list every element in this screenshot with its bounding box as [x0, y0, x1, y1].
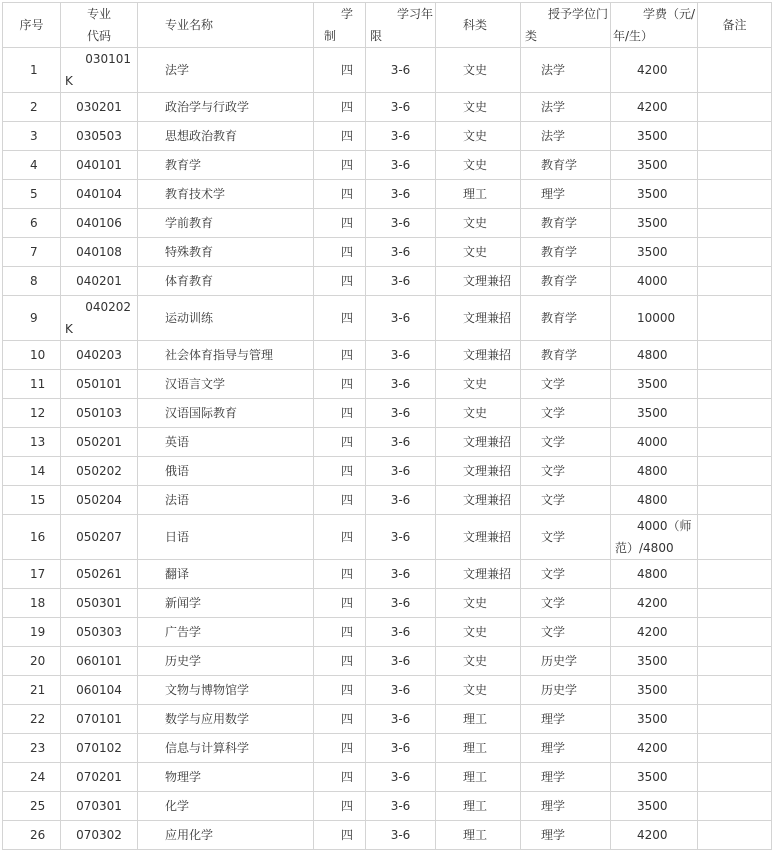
- header-fee-line2: 年/生）: [613, 29, 654, 43]
- cell-fee-line1: 4000（师: [637, 519, 692, 533]
- cell-category: 文史: [436, 122, 521, 151]
- cell-degree: 文学: [521, 370, 611, 399]
- cell-name: 英语: [138, 428, 314, 457]
- cell-name: 体育教育: [138, 267, 314, 296]
- header-code-line1: 专业: [86, 7, 111, 21]
- cell-category: 文理兼招: [436, 428, 521, 457]
- cell-duration: 四: [314, 792, 366, 821]
- header-row: [3, 3, 772, 48]
- cell-name: 政治学与行政学: [138, 93, 314, 122]
- cell-name: 俄语: [138, 457, 314, 486]
- cell-code: 050303: [61, 618, 138, 647]
- header-years-line1: 学习年: [396, 7, 433, 21]
- cell-code: 050261: [61, 560, 138, 589]
- table-row: [3, 180, 772, 209]
- cell-degree: 教育学: [521, 151, 611, 180]
- cell-no: 24: [3, 763, 61, 792]
- cell-fee: 4200: [611, 821, 698, 850]
- table-row: [3, 428, 772, 457]
- cell-name: 日语: [138, 515, 314, 560]
- cell-category: 理工: [436, 792, 521, 821]
- cell-name: 物理学: [138, 763, 314, 792]
- cell-duration: 四: [314, 618, 366, 647]
- table-row: [3, 341, 772, 370]
- table-row: [3, 370, 772, 399]
- header-note: 备注: [698, 3, 772, 48]
- cell-category: 文史: [436, 370, 521, 399]
- cell-no: 15: [3, 486, 61, 515]
- cell-degree: 教育学: [521, 238, 611, 267]
- table-row: [3, 618, 772, 647]
- cell-category: 文史: [436, 93, 521, 122]
- cell-degree: 教育学: [521, 341, 611, 370]
- cell-fee: 4000: [611, 428, 698, 457]
- cell-fee: 3500: [611, 399, 698, 428]
- table-row: [3, 763, 772, 792]
- cell-note: [698, 705, 772, 734]
- cell-code: 040108: [61, 238, 138, 267]
- table-row: [3, 267, 772, 296]
- cell-code: 040203: [61, 341, 138, 370]
- table-row: [3, 457, 772, 486]
- cell-fee: 3500: [611, 647, 698, 676]
- cell-degree: 历史学: [521, 676, 611, 705]
- cell-no: 10: [3, 341, 61, 370]
- cell-degree: 教育学: [521, 267, 611, 296]
- cell-code: 040201: [61, 267, 138, 296]
- cell-fee: 4800: [611, 457, 698, 486]
- cell-duration: 四: [314, 151, 366, 180]
- cell-fee: 3500: [611, 705, 698, 734]
- cell-note: [698, 647, 772, 676]
- cell-degree: 教育学: [521, 296, 611, 341]
- cell-category: 理工: [436, 180, 521, 209]
- cell-years: 3-6: [366, 618, 436, 647]
- cell-years: 3-6: [366, 428, 436, 457]
- cell-years: 3-6: [366, 341, 436, 370]
- cell-name: 历史学: [138, 647, 314, 676]
- cell-code-main: 040202: [85, 300, 131, 314]
- cell-category: 文史: [436, 676, 521, 705]
- cell-fee: 4200: [611, 589, 698, 618]
- cell-no: 4: [3, 151, 61, 180]
- cell-duration: 四: [314, 676, 366, 705]
- cell-code: 040101: [61, 151, 138, 180]
- header-duration-line2: 制: [324, 29, 337, 43]
- cell-note: [698, 734, 772, 763]
- table-row: [3, 705, 772, 734]
- cell-note: [698, 486, 772, 515]
- cell-category: 文史: [436, 209, 521, 238]
- header-code: [61, 3, 138, 48]
- cell-degree: 文学: [521, 618, 611, 647]
- cell-duration: 四: [314, 515, 366, 560]
- cell-name: 学前教育: [138, 209, 314, 238]
- cell-code: 050301: [61, 589, 138, 618]
- header-duration-line1: 学: [340, 7, 353, 21]
- cell-note: [698, 151, 772, 180]
- cell-fee: 3500: [611, 180, 698, 209]
- cell-name: 翻译: [138, 560, 314, 589]
- cell-degree: 文学: [521, 457, 611, 486]
- cell-duration: 四: [314, 370, 366, 399]
- cell-code: 060104: [61, 676, 138, 705]
- cell-no: 26: [3, 821, 61, 850]
- majors-table: [2, 2, 772, 850]
- cell-no: 19: [3, 618, 61, 647]
- cell-duration: 四: [314, 705, 366, 734]
- header-fee-line1: 学费（元/: [642, 7, 695, 21]
- cell-name: 思想政治教育: [138, 122, 314, 151]
- cell-code: 050101: [61, 370, 138, 399]
- cell-duration: 四: [314, 763, 366, 792]
- cell-no: 22: [3, 705, 61, 734]
- cell-duration: 四: [314, 341, 366, 370]
- cell-duration: 四: [314, 589, 366, 618]
- cell-code: 070302: [61, 821, 138, 850]
- cell-fee: 3500: [611, 792, 698, 821]
- cell-degree: 文学: [521, 428, 611, 457]
- cell-fee: 4800: [611, 341, 698, 370]
- table-row: [3, 560, 772, 589]
- cell-no: 14: [3, 457, 61, 486]
- cell-category: 理工: [436, 734, 521, 763]
- cell-years: 3-6: [366, 763, 436, 792]
- cell-duration: 四: [314, 122, 366, 151]
- cell-years: 3-6: [366, 296, 436, 341]
- cell-category: 文史: [436, 399, 521, 428]
- cell-no: 3: [3, 122, 61, 151]
- cell-duration: 四: [314, 821, 366, 850]
- cell-code: [61, 48, 138, 93]
- table-row: [3, 676, 772, 705]
- cell-degree: 文学: [521, 560, 611, 589]
- cell-no: 9: [3, 296, 61, 341]
- cell-years: 3-6: [366, 560, 436, 589]
- table-row: [3, 647, 772, 676]
- cell-code: 050201: [61, 428, 138, 457]
- cell-degree: 理学: [521, 734, 611, 763]
- cell-years: 3-6: [366, 705, 436, 734]
- cell-code: 030503: [61, 122, 138, 151]
- table-row: [3, 209, 772, 238]
- table-row: [3, 821, 772, 850]
- cell-category: 文理兼招: [436, 560, 521, 589]
- cell-years: 3-6: [366, 122, 436, 151]
- cell-name: 运动训练: [138, 296, 314, 341]
- cell-years: 3-6: [366, 93, 436, 122]
- cell-duration: 四: [314, 296, 366, 341]
- cell-years: 3-6: [366, 399, 436, 428]
- cell-code: 040104: [61, 180, 138, 209]
- table-row: [3, 122, 772, 151]
- cell-degree: 文学: [521, 589, 611, 618]
- cell-no: 17: [3, 560, 61, 589]
- cell-name: 特殊教育: [138, 238, 314, 267]
- cell-fee: 10000: [611, 296, 698, 341]
- cell-code: 040106: [61, 209, 138, 238]
- cell-code: 070102: [61, 734, 138, 763]
- cell-fee: 4800: [611, 560, 698, 589]
- cell-no: 2: [3, 93, 61, 122]
- cell-category: 文史: [436, 151, 521, 180]
- cell-years: 3-6: [366, 48, 436, 93]
- cell-name: 文物与博物馆学: [138, 676, 314, 705]
- header-duration: [314, 3, 366, 48]
- cell-note: [698, 428, 772, 457]
- cell-degree: 教育学: [521, 209, 611, 238]
- cell-degree: 法学: [521, 93, 611, 122]
- cell-no: 21: [3, 676, 61, 705]
- cell-category: 文史: [436, 589, 521, 618]
- cell-no: 23: [3, 734, 61, 763]
- cell-category: 文史: [436, 647, 521, 676]
- cell-fee: 3500: [611, 151, 698, 180]
- cell-years: 3-6: [366, 370, 436, 399]
- cell-code: 070301: [61, 792, 138, 821]
- cell-years: 3-6: [366, 209, 436, 238]
- cell-fee: 4200: [611, 93, 698, 122]
- cell-duration: 四: [314, 209, 366, 238]
- cell-note: [698, 515, 772, 560]
- cell-years: 3-6: [366, 486, 436, 515]
- cell-years: 3-6: [366, 457, 436, 486]
- cell-years: 3-6: [366, 267, 436, 296]
- cell-category: 理工: [436, 763, 521, 792]
- cell-no: 20: [3, 647, 61, 676]
- cell-fee: 3500: [611, 370, 698, 399]
- cell-note: [698, 122, 772, 151]
- cell-code: 050202: [61, 457, 138, 486]
- cell-name: 信息与计算科学: [138, 734, 314, 763]
- cell-code: 050204: [61, 486, 138, 515]
- cell-years: 3-6: [366, 792, 436, 821]
- cell-name: 法语: [138, 486, 314, 515]
- table-row: [3, 48, 772, 93]
- cell-duration: 四: [314, 486, 366, 515]
- cell-fee: [611, 515, 698, 560]
- cell-name: 教育学: [138, 151, 314, 180]
- header-years-line2: 限: [370, 29, 383, 43]
- cell-name: 法学: [138, 48, 314, 93]
- cell-duration: 四: [314, 238, 366, 267]
- cell-note: [698, 457, 772, 486]
- cell-category: 文史: [436, 618, 521, 647]
- cell-duration: 四: [314, 647, 366, 676]
- cell-code: 050207: [61, 515, 138, 560]
- cell-degree: 文学: [521, 515, 611, 560]
- cell-name: 应用化学: [138, 821, 314, 850]
- table-row: [3, 486, 772, 515]
- cell-category: 文理兼招: [436, 267, 521, 296]
- header-category: 科类: [436, 3, 521, 48]
- cell-years: 3-6: [366, 180, 436, 209]
- cell-code-suffix: K: [65, 74, 73, 88]
- cell-name: 新闻学: [138, 589, 314, 618]
- cell-name: 广告学: [138, 618, 314, 647]
- cell-note: [698, 589, 772, 618]
- cell-years: 3-6: [366, 151, 436, 180]
- cell-category: 文理兼招: [436, 457, 521, 486]
- cell-no: 11: [3, 370, 61, 399]
- cell-note: [698, 93, 772, 122]
- table-row: [3, 238, 772, 267]
- cell-duration: 四: [314, 93, 366, 122]
- cell-degree: 理学: [521, 180, 611, 209]
- cell-degree: 理学: [521, 821, 611, 850]
- header-degree-line2: 类: [525, 29, 538, 43]
- cell-note: [698, 48, 772, 93]
- cell-no: 7: [3, 238, 61, 267]
- table-row: [3, 296, 772, 341]
- cell-degree: 法学: [521, 122, 611, 151]
- cell-degree: 文学: [521, 486, 611, 515]
- cell-duration: 四: [314, 428, 366, 457]
- cell-category: 理工: [436, 705, 521, 734]
- cell-note: [698, 341, 772, 370]
- cell-category: 文理兼招: [436, 515, 521, 560]
- cell-no: 5: [3, 180, 61, 209]
- cell-degree: 理学: [521, 792, 611, 821]
- cell-no: 1: [3, 48, 61, 93]
- cell-note: [698, 296, 772, 341]
- cell-category: 理工: [436, 821, 521, 850]
- cell-note: [698, 209, 772, 238]
- cell-fee: 4200: [611, 48, 698, 93]
- cell-name: 化学: [138, 792, 314, 821]
- cell-no: 18: [3, 589, 61, 618]
- cell-note: [698, 399, 772, 428]
- cell-note: [698, 763, 772, 792]
- cell-fee: 3500: [611, 122, 698, 151]
- cell-name: 汉语国际教育: [138, 399, 314, 428]
- cell-note: [698, 676, 772, 705]
- cell-years: 3-6: [366, 515, 436, 560]
- cell-duration: 四: [314, 734, 366, 763]
- cell-category: 文理兼招: [436, 486, 521, 515]
- cell-fee: 4200: [611, 618, 698, 647]
- cell-fee: 3500: [611, 676, 698, 705]
- cell-code-main: 030101: [85, 52, 131, 66]
- table-row: [3, 792, 772, 821]
- cell-category: 文史: [436, 238, 521, 267]
- cell-code: 030201: [61, 93, 138, 122]
- cell-category: 文史: [436, 48, 521, 93]
- header-degree-line1: 授予学位门: [547, 7, 608, 21]
- table-row: [3, 734, 772, 763]
- cell-duration: 四: [314, 560, 366, 589]
- cell-no: 13: [3, 428, 61, 457]
- cell-fee: 3500: [611, 238, 698, 267]
- cell-name: 数学与应用数学: [138, 705, 314, 734]
- cell-degree: 历史学: [521, 647, 611, 676]
- header-fee: [611, 3, 698, 48]
- cell-fee: 3500: [611, 209, 698, 238]
- cell-code: 050103: [61, 399, 138, 428]
- cell-fee: 4800: [611, 486, 698, 515]
- cell-fee: 3500: [611, 763, 698, 792]
- cell-no: 8: [3, 267, 61, 296]
- header-years: [366, 3, 436, 48]
- cell-code: 070201: [61, 763, 138, 792]
- cell-years: 3-6: [366, 734, 436, 763]
- cell-no: 6: [3, 209, 61, 238]
- table-row: [3, 151, 772, 180]
- cell-duration: 四: [314, 457, 366, 486]
- cell-note: [698, 618, 772, 647]
- cell-duration: 四: [314, 267, 366, 296]
- header-code-line2: 代码: [86, 29, 111, 43]
- cell-degree: 文学: [521, 399, 611, 428]
- cell-no: 12: [3, 399, 61, 428]
- cell-years: 3-6: [366, 647, 436, 676]
- cell-fee: 4200: [611, 734, 698, 763]
- cell-degree: 理学: [521, 763, 611, 792]
- cell-name: 社会体育指导与管理: [138, 341, 314, 370]
- cell-note: [698, 370, 772, 399]
- cell-years: 3-6: [366, 821, 436, 850]
- cell-name: 汉语言文学: [138, 370, 314, 399]
- header-degree: [521, 3, 611, 48]
- cell-years: 3-6: [366, 238, 436, 267]
- cell-note: [698, 821, 772, 850]
- cell-years: 3-6: [366, 676, 436, 705]
- table-row: [3, 515, 772, 560]
- cell-category: 文理兼招: [436, 296, 521, 341]
- cell-degree: 理学: [521, 705, 611, 734]
- cell-code: [61, 296, 138, 341]
- cell-years: 3-6: [366, 589, 436, 618]
- header-no: 序号: [3, 3, 61, 48]
- cell-category: 文理兼招: [436, 341, 521, 370]
- cell-no: 25: [3, 792, 61, 821]
- cell-no: 16: [3, 515, 61, 560]
- table-row: [3, 589, 772, 618]
- majors-table-container: [2, 2, 772, 850]
- cell-duration: 四: [314, 399, 366, 428]
- table-row: [3, 399, 772, 428]
- cell-name: 教育技术学: [138, 180, 314, 209]
- cell-code: 070101: [61, 705, 138, 734]
- cell-note: [698, 560, 772, 589]
- cell-note: [698, 792, 772, 821]
- cell-duration: 四: [314, 48, 366, 93]
- cell-code: 060101: [61, 647, 138, 676]
- cell-degree: 法学: [521, 48, 611, 93]
- cell-fee-line2: 范）/4800: [615, 541, 674, 555]
- cell-fee: 4000: [611, 267, 698, 296]
- table-row: [3, 93, 772, 122]
- cell-duration: 四: [314, 180, 366, 209]
- header-name: 专业名称: [138, 3, 314, 48]
- cell-note: [698, 238, 772, 267]
- cell-code-suffix: K: [65, 322, 73, 336]
- cell-note: [698, 267, 772, 296]
- cell-note: [698, 180, 772, 209]
